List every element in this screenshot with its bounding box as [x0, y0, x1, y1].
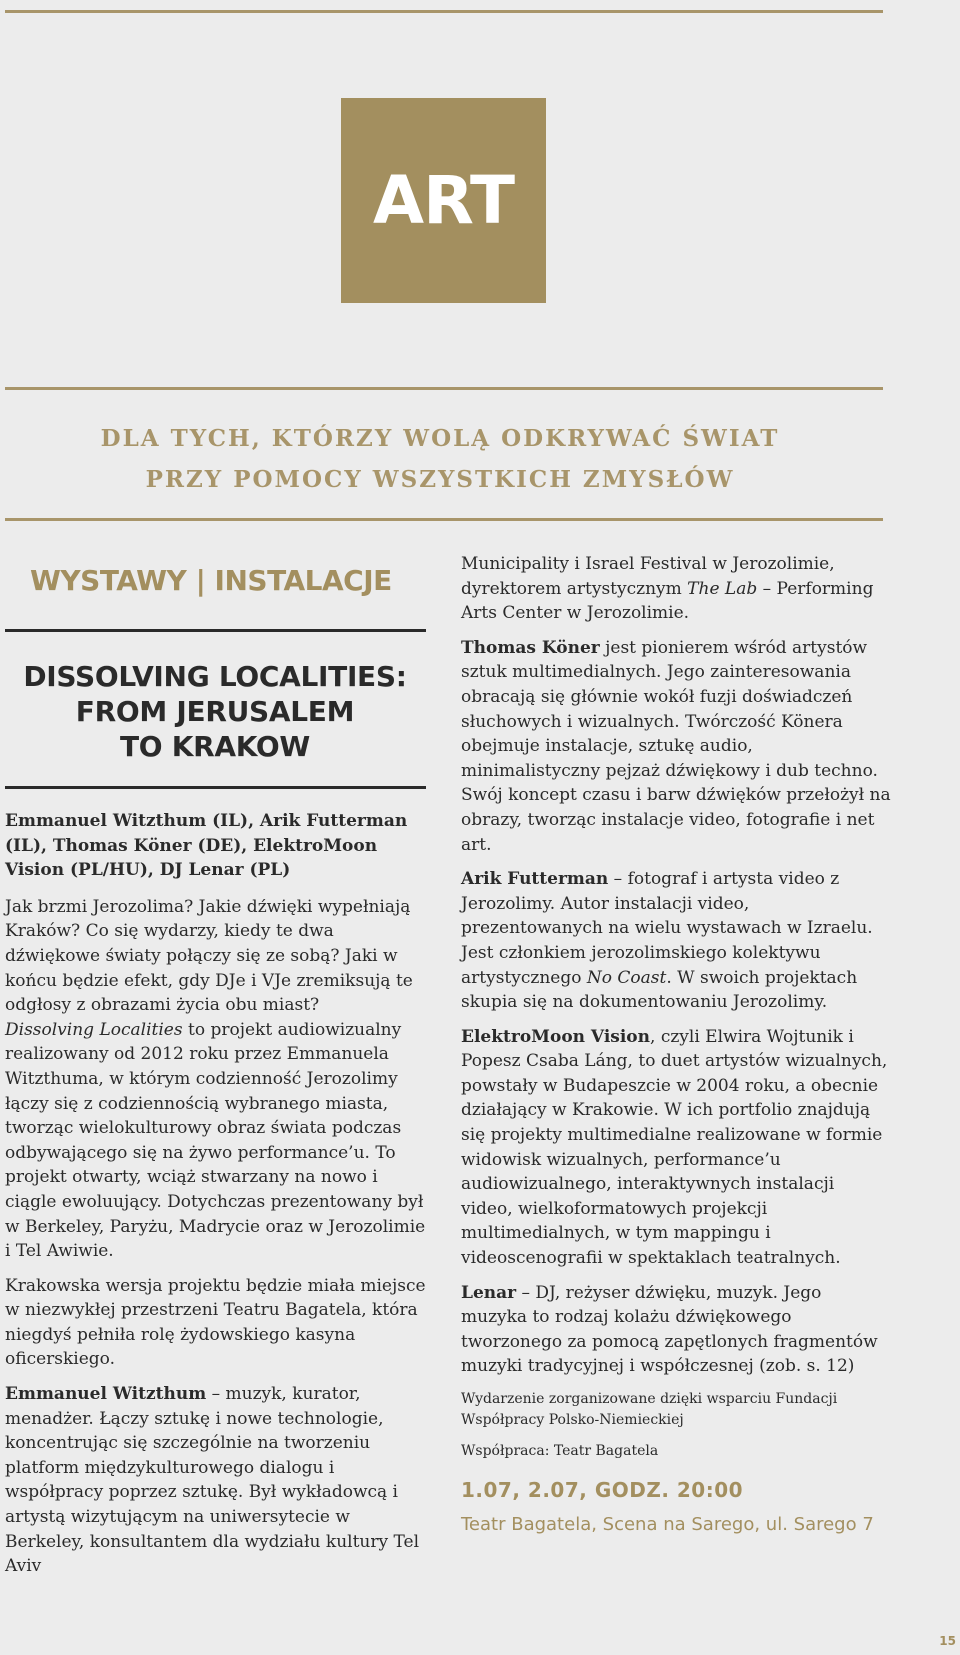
bio-koner [461, 636, 891, 857]
krakow-paragraph: Krakowska wersja projektu będzie miała miejsce w niezwykłej przestrzeni Teatru Bagatela, która niegdyś pełniła rolę żydowskiego kasyna oficerskiego. [5, 1275, 426, 1370]
event-venue: Teatr Bagatela, Scena na Sarego, ul. Sarego 7 [461, 1513, 874, 1535]
bio-futterman-text2: . W swoich projektach skupia się na dokumentowaniu Jerozolimy. [461, 967, 858, 1013]
bio-koner-name: Thomas Köner [461, 637, 600, 658]
intro-paragraph [5, 895, 430, 1018]
title-top-rule [5, 629, 426, 632]
cooperation-note: Współpraca: Teatr Bagatela [461, 1443, 659, 1459]
bio-lenar-text: – DJ, reżyser dźwięku, muzyk. Jego muzyka to rodzaj kolażu dźwiękowego tworzonego za pomocą zapętlonych fragmentów muzyki tradycyjnej i współczesnej (zob. s. 12) [461, 1282, 878, 1377]
event-title: DISSOLVING LOCALITIES: FROM JERUSALEM TO KRAKOW [23, 660, 407, 763]
tagline-line-1: DLA TYCH, KTÓRZY WOLĄ ODKRYWAĆ ŚWIAT [100, 425, 780, 452]
section-title: WYSTAWY | INSTALACJE [30, 564, 392, 597]
bio-witzthum-continued [461, 552, 891, 626]
bio-futterman [461, 867, 891, 1015]
project-name: Dissolving Localities [5, 1019, 183, 1040]
bio-elektromoon-name: ElektroMoon Vision [461, 1026, 651, 1047]
page-number: 15 [939, 1634, 956, 1648]
artist-list: Emmanuel Witzthum (IL), Arik Futterman (IL), Thomas Köner (DE), ElektroMoon Vision (PL/HU), DJ Lenar (PL) [5, 811, 408, 881]
bio-elektromoon-text: , czyli Elwira Wojtunik i Popesz Csaba Láng, to duet artystów wizualnych, powstały w Budapeszcie w 2004 roku, a obecnie działający w Krakowie. W ich portfolio znajdują się projekty multimedialne realizowane w formie widowisk wizualnych, performance’u audiowizualnego, interaktywnych instalacji video, wielkoformatowych projekcji multimedialnych, w tym mappingu i videoscenografii w spektaklach teatralnych. [461, 1026, 888, 1269]
bio-lenar-name: Lenar [461, 1282, 517, 1303]
project-description: to projekt audiowizualny realizowany od 2012 roku przez Emmanuela Witzthuma, w którym codzienność Jerozolimy łączy się z codziennością wybranego miasta, tworząc wielokulturowy obraz świata podczas odbywającego się na żywo performance’u. To projekt otwarty, wciąż stwarzany na nowo i ciągle ewoluujący. Dotychczas prezentowany był w Berkeley, Paryżu, Madrycie oraz w Jerozolimie i Tel Awiwie. [5, 1019, 426, 1262]
top-rule [5, 10, 883, 13]
bio-lenar [461, 1281, 891, 1379]
project-paragraph [5, 1018, 430, 1264]
bio-elektromoon [461, 1025, 891, 1271]
art-badge-label: ART [373, 162, 514, 239]
no-coast-name: No Coast [586, 967, 667, 988]
event-date: 1.07, 2.07, GODZ. 20:00 [461, 1478, 744, 1502]
bio-witzthum-cont2: – Performing Arts Center w Jerozolimie. [461, 578, 874, 624]
left-column [5, 809, 430, 1589]
bio-witzthum-text: – muzyk, kurator, menadżer. Łączy sztukę i nowe technologie, koncentrując się szczególnie na tworzeniu platform międzykulturowego dialogu i współpracy poprzez sztukę. Był wykładowcą i artystą wizytującym na uniwersytecie w Berkeley, konsultantem dla wydziału kultury Tel Aviv [5, 1384, 420, 1577]
right-column [461, 552, 891, 1537]
bio-futterman-text1: – fotograf i artysta video z Jerozolimy. Autor instalacji video, prezentowanych na wielu wystawach w Izraelu. Jest członkiem jerozolimskiego kolektywu artystycznego [461, 869, 873, 988]
tagline-bottom-rule [5, 518, 883, 521]
bio-witzthum-cont1: Municipality i Israel Festival w Jerozolimie, dyrektorem artystycznym [461, 554, 835, 599]
support-note: Wydarzenie zorganizowane dzięki wsparciu Fundacji Współpracy Polsko-Niemieckiej [461, 1391, 838, 1428]
bio-koner-text: jest pionierem wśród artystów sztuk multimedialnych. Jego zainteresowania obracają się głównie wokół fuzji doświadczeń słuchowych i wizualnych. Twórczość Könera obejmuje instalacje, sztukę audio, minimalistyczny pejzaż dźwiękowy i dub techno. Swój koncept czasu i barw dźwięków przełożył na obrazy, tworząc instalacje video, fotografie i net art. [461, 637, 891, 855]
bio-witzthum [5, 1382, 430, 1579]
title-bottom-rule [5, 786, 426, 789]
tagline-top-rule [5, 387, 883, 390]
bio-futterman-name: Arik Futterman [461, 869, 609, 890]
the-lab-name: The Lab [687, 578, 758, 599]
tagline-line-2: PRZY POMOCY WSZYSTKICH ZMYSŁÓW [145, 466, 735, 493]
art-badge [341, 98, 546, 303]
bio-witzthum-name: Emmanuel Witzthum [5, 1384, 207, 1405]
intro-text: Jak brzmi Jerozolima? Jakie dźwięki wypełniają Kraków? Co się wydarzy, kiedy te dwa dźwiękowe światy połączy się ze sobą? Jaki w końcu będzie efekt, gdy DJe i VJe zremiksują te odgłosy z obrazami życia obu miast? [5, 896, 413, 1016]
tagline [0, 418, 880, 500]
